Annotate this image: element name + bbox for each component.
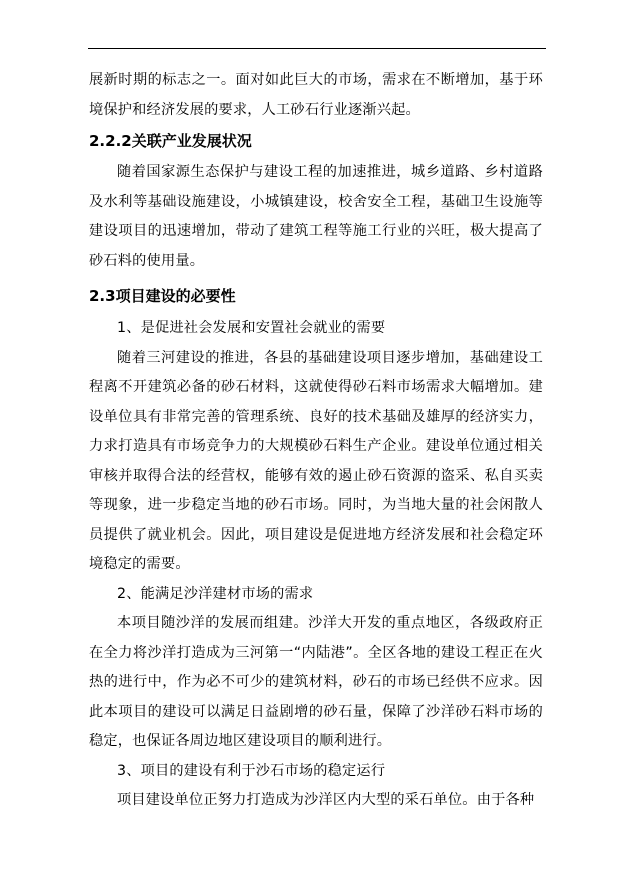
heading-2-2-2: 2.2.2关联产业发展状况 [89,132,252,150]
subheading-point-2: 2、能满足沙洋建材市场的需求 [117,585,314,602]
paragraph-point-2: 本项目随沙洋的发展而组建。沙洋大开发的重点地区，各级政府正在全力将沙洋打造成为三河第一“内陆港”。全区各地的建设工程正在火热的进行中，作为必不可少的建筑材料，砂石的市场已经供不应求。因此本项目的建设可以满足日益剧增的砂石量，保障了沙洋砂石料市场的稳定，也保证各周边地区建设项目的顺利进行。 [89,615,543,749]
paragraph-intro-continuation: 展新时期的标志之一。面对如此巨大的市场，需求在不断增加，基于环境保护和经济发展的要求，人工砂石行业逐渐兴起。 [89,72,543,118]
subheading-point-3: 3、项目的建设有利于沙石市场的稳定运行 [117,762,386,779]
paragraph-point-1: 随着三河建设的推进，各县的基础建设项目逐步增加，基础建设工程离不开建筑必备的砂石材料，这就使得砂石料市场需求大幅增加。建设单位具有非常完善的管理系统、良好的技术基础及雄厚的经济实力，力求打造具有市场竞争力的大规模砂石料生产企业。建设单位通过相关审核并取得合法的经营权，能够有效的遏止砂石资源的盗采、私自买卖等现象，进一步稳定当地的砂石市场。同时，为当地大量的社会闲散人员提供了就业机会。因此，项目建设是促进地方经济发展和社会稳定环境稳定的需要。 [89,349,543,572]
heading-2-3: 2.3项目建设的必要性 [89,287,236,305]
paragraph-related-industry: 随着国家源生态保护与建设工程的加速推进，城乡道路、乡村道路及水利等基础设施建设，小城镇建设，校舍安全工程，基础卫生设施等建设项目的迅速增加，带动了建筑工程等施工行业的兴旺，极大提高了砂石料的使用量。 [89,164,543,269]
paragraph-point-3: 项目建设单位正努力打造成为沙洋区内大型的采石单位。由于各种 [117,792,535,808]
header-rule [88,48,546,49]
subheading-point-1: 1、是促进社会发展和安置社会就业的需要 [117,320,386,336]
document-body [89,66,543,816]
